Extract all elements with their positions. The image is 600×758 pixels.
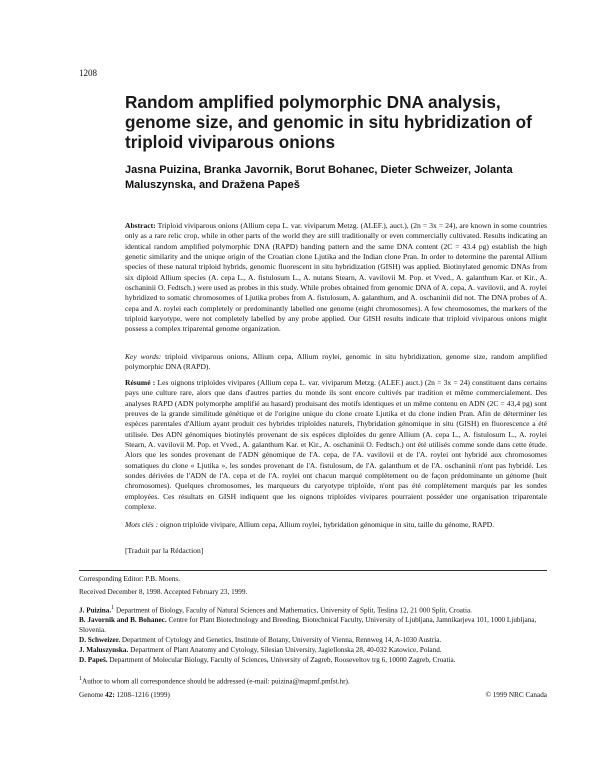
- footnote-marker: 1: [79, 676, 82, 682]
- page-number: 1208: [79, 68, 97, 78]
- correspondence-footnote: [79, 674, 547, 686]
- affiliation-item: [79, 635, 547, 645]
- abstract-label: Abstract:: [125, 221, 156, 230]
- journal-name: Genome: [79, 691, 104, 699]
- affiliation-text: Centre for Plant Biotechnology and Breeding, Biotechnical Faculty, University of Ljubljana, Jamnikarjeva 101, 1000 Ljubljana, Slovenia.: [79, 616, 537, 635]
- author-list: Jasna Puizina, Branka Javornik, Borut Bohanec, Dieter Schweizer, Jolanta Maluszynska, and Dražena Papeš: [125, 164, 513, 191]
- affiliation-item: [79, 615, 547, 635]
- section-divider: [79, 570, 547, 571]
- abstract-text: Triploid viviparous onions (Allium cepa L. var. viviparum Metzg. (ALEF.), auct.), (2n = 3x = 24), are known in some countries only as a rare relic crop, while in other parts of the world they are still traditionally or even commercially cultivated. Results indicating an identical random amplified polymorphic DNA (RAPD) banding pattern and the same DNA content (2C = 43.4 pg) establish the high genetic similarity and the unique origin of the Croatian clone Ljutika and the Indian clone Pran. In order to determine the parental Allium species of these natural triploid hybrids, genomic fluorescent in situ hybridization (GISH) was applied. Biotinylated genomic DNAs from six diploid Allium species (A. cepa L., A. fistulosum L., A. nutans Stearn, A. vavilovii M. Pop. et Vved., A. galanthum Kar. et Kir., A. oschaninii O. Fedtsch.) were used as probes in this study. While probes obtained from genomic DNA of A. cepa, A. vavilovii, and A. roylei hybridized to somatic chromosomes of Ljutika probes from A. fistulosum, A. galanthum, and A. oschaninii did not. The DNA probes of A. cepa and A. roylei each completely or predominantly labelled one genome (eight chromosomes). A few chromosomes, the markers of the triploid karyotype, were not completely labelled by any probe applied. Our GISH results indicate that triploid viviparous onions might possess a complex triparental genome organization.: [125, 221, 547, 334]
- footnote-text: Author to whom all correspondence should be addressed (e-mail: puizina@mapmf.pmfst.hr).: [82, 677, 350, 686]
- corresponding-editor: Corresponding Editor: P.B. Moens.: [79, 575, 181, 583]
- affiliation-text: Department of Molecular Biology, Faculty of Sciences, University of Zagreb, Rooseveltov trg 6, 10000 Zagreb, Croatia.: [109, 656, 456, 665]
- article-title: Random amplified polymorphic DNA analysis, genome size, and genomic in situ hybridization of triploid viviparous onions: [125, 92, 532, 152]
- affiliation-item: [79, 645, 547, 655]
- keywords-label: Key words:: [125, 352, 162, 361]
- affiliations: [79, 603, 547, 665]
- keywords-text: triploid viviparous onions, Allium cepa, Allium roylei, genomic in situ hybridization, genome size, random amplified polymorphic DNA (RAPD).: [125, 352, 547, 372]
- translation-note: [Traduit par la Rédaction]: [125, 546, 204, 555]
- affiliation-text: Department of Biology, Faculty of Natural Sciences and Mathematics, University of Split, Teslina 12, 21 000 Split, Croatia.: [115, 606, 472, 615]
- affiliation-name: J. Puizina.: [79, 606, 112, 615]
- affiliation-text: Department of Plant Anatomy and Cytology, Silesian University, Jagiellonska 28, 40-032 Katowice, Poland.: [130, 646, 442, 655]
- keywords-section: [125, 352, 547, 373]
- copyright-notice: © 1999 NRC Canada: [485, 691, 547, 699]
- affiliation-name: D. Schweizer.: [79, 636, 121, 645]
- received-dates: Received December 8, 1998. Accepted February 23, 1999.: [79, 588, 248, 596]
- journal-citation: [79, 691, 170, 699]
- resume-section: [125, 378, 547, 512]
- mots-cles-label: Mots clés :: [125, 520, 159, 529]
- affiliation-item: [79, 603, 547, 615]
- affiliation-text: Department of Cytology and Genetics, Institute of Botany, University of Vienna, Rennweg 14, A-1030 Austria.: [121, 636, 442, 645]
- resume-text: Les oignons triploïdes vivipares (Allium cepa L. var. viviparum Metzg. (ALEF.) auct.) (2n = 3x = 24) constituent dans certains pays une culture rare, alors que dans d'autres parties du monde ils sont encore cultivés par tradition et même commercialement. Des analyses RAPD (ADN polymorphe amplifié au hasard) produisant des motifs identiques et un même contenu en ADN (2C = 43,4 pg) sont preuves de la grande similitude génétique et de l'origine unique du clone croate Ljutika et du clone indien Pran. Afin de déterminer les espèces parentales d'Allium ayant produit ces hybrides triploïdes naturels, l'hybridation génomique in situ (GISH) en fluorescence a été utilisée. Des ADN génomiques biotinylés provenant de six espèces diploïdes du genre Allium (A. cepa L., A. fistulosum L., A. roylei Stearn, A. vavilovii M. Pop. et Vved., A. galanthum Kar. et Kir., A. oschaninii O. Fedtsch.) ont été utilisés comme sonde dans cette étude. Alors que les sondes provenant de l'ADN génomique de l'A. cepa, de l'A. vavilovii et de l'A. roylei ont hybridé aux chromosomes somatiques du clone « Ljutika », les sondes provenant de l'A. fistulosum, de l'A. galanthum et de l'A. oschaninii n'ont pas hybridé. Les sondes dérivées de l'ADN de l'A. cepa et de l'A. roylei ont chacun marqué complètement ou de façon prédominante un génome (huit chromosomes). Quelques chromosomes, les marqueurs du caryotype triploïde, n'ont pas été complètement marqués par les sondes employées. Ces résultats en GISH indiquent que les oignons triploïdes vivipares pourraient posséder une organisation triparentale complexe.: [125, 378, 547, 512]
- affiliation-name: B. Javornik and B. Bohanec.: [79, 616, 167, 625]
- footnote-marker: 1: [111, 605, 115, 611]
- affiliation-name: D. Papeš.: [79, 656, 108, 665]
- journal-pages: 1208–1216 (1999): [116, 691, 170, 699]
- abstract-section: [125, 221, 547, 335]
- affiliation-item: [79, 655, 547, 665]
- journal-volume: 42:: [105, 691, 115, 699]
- affiliation-name: J. Maluszynska.: [79, 646, 129, 655]
- mots-cles-section: [125, 520, 547, 530]
- resume-label: Résumé :: [125, 378, 156, 387]
- mots-cles-text: oignon triploïde vivipare, Allium cepa, Allium roylei, hybridation génomique in situ, taille du génome, RAPD.: [160, 520, 495, 529]
